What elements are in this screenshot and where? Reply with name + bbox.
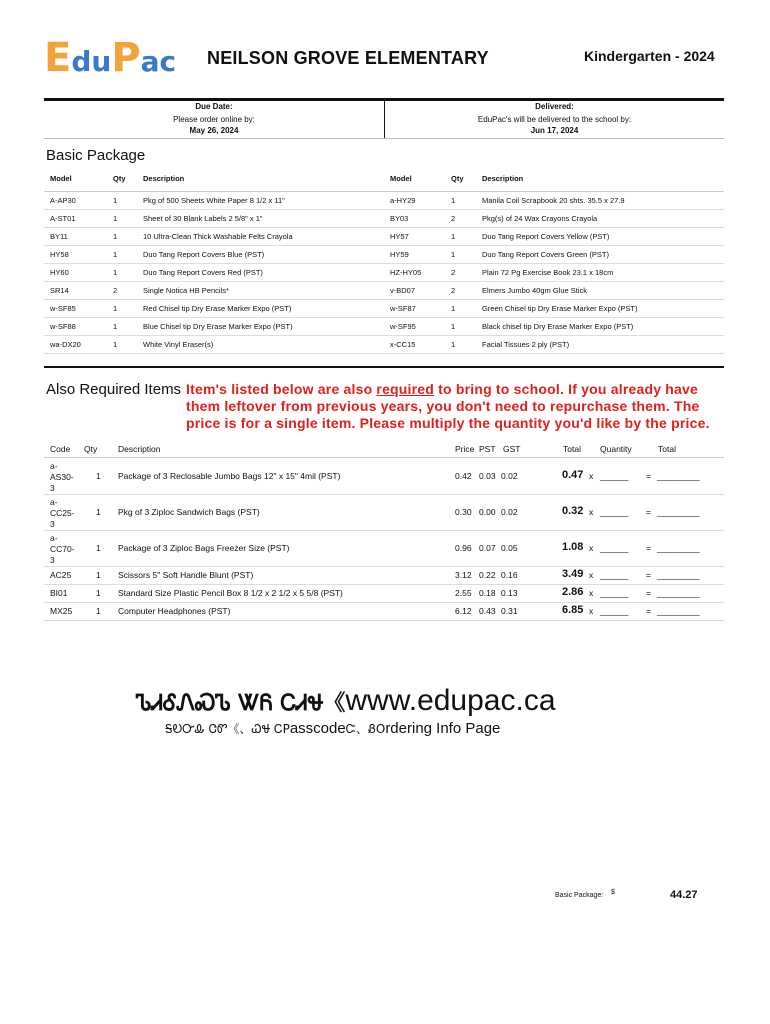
total-blank[interactable]: _________ — [657, 543, 700, 553]
also-table-row — [44, 584, 724, 603]
also-header-pst: PST — [479, 444, 496, 454]
equals-sign: = — [646, 588, 651, 598]
basic-qty-2: 1 — [451, 196, 456, 205]
due-date-line1: Please order online by: — [173, 115, 255, 124]
grade-year: Kindergarten - 2024 — [584, 48, 715, 64]
basic-description-2: Manila Coil Scrapbook 20 shts. 35.5 x 27.9 — [482, 196, 625, 205]
basic-description: White Vinyl Eraser(s) — [143, 340, 214, 349]
basic-table-row — [44, 281, 724, 300]
basic-model-2: HY59 — [390, 250, 409, 259]
basic-qty-2: 1 — [451, 322, 456, 331]
also-code: a- CC70- 3 — [50, 533, 75, 565]
also-item-total: 0.47 — [562, 469, 584, 481]
equals-sign: = — [646, 606, 651, 616]
delivered-value: Jun 17, 2024 — [530, 126, 579, 135]
also-gst: 0.31 — [501, 606, 518, 616]
also-description: Package of 3 Reclosable Jumbo Bags 12" x 15" 4mil (PST) — [118, 471, 341, 481]
also-table-row — [44, 530, 724, 567]
also-price: 0.42 — [455, 471, 472, 481]
header-bottom-rule — [44, 138, 724, 139]
delivered-title: Delivered: — [535, 102, 574, 111]
equals-sign: = — [646, 471, 651, 481]
basic-model: BY11 — [50, 232, 68, 241]
also-qty: 1 — [96, 543, 101, 553]
also-header-price: Price — [455, 444, 475, 454]
also-code: a- AS30- 3 — [50, 461, 74, 493]
basic-header-description: Description — [143, 174, 185, 183]
also-item-total: 6.85 — [562, 604, 584, 616]
basic-model: HY60 — [50, 268, 69, 277]
basic-qty-2: 2 — [451, 214, 456, 223]
also-description: Computer Headphones (PST) — [118, 606, 231, 616]
also-code: a- CC25- 3 — [50, 497, 75, 529]
multiply-sign: x — [589, 543, 594, 553]
total-blank[interactable]: _________ — [657, 588, 700, 598]
also-gst: 0.02 — [501, 507, 518, 517]
basic-qty-2: 1 — [451, 304, 456, 313]
quantity-blank[interactable]: ______ — [600, 570, 629, 580]
also-code: AC25 — [50, 570, 72, 580]
also-header-qty: Qty — [84, 444, 98, 454]
also-pst: 0.22 — [479, 570, 496, 580]
basic-description: Single Notica HB Pencils* — [143, 286, 229, 295]
also-description: Scissors 5" Soft Handle Blunt (PST) — [118, 570, 254, 580]
basic-qty: 1 — [113, 322, 118, 331]
logo-letter-p: P — [111, 35, 141, 81]
basic-description: Duo Tang Report Covers Blue (PST) — [143, 250, 265, 259]
equals-sign: = — [646, 570, 651, 580]
multiply-sign: x — [589, 507, 594, 517]
notice-required-word: required — [376, 381, 435, 397]
equals-sign: = — [646, 543, 651, 553]
basic-qty: 1 — [113, 232, 118, 241]
basic-description-2: Duo Tang Report Covers Yellow (PST) — [482, 232, 610, 241]
basic-model: wa-DX20 — [50, 340, 81, 349]
also-gst: 0.13 — [501, 588, 518, 598]
basic-description: Duo Tang Report Covers Red (PST) — [143, 268, 263, 277]
edupac-logo — [44, 35, 177, 81]
quantity-blank[interactable]: ______ — [600, 507, 629, 517]
basic-model-2: HY57 — [390, 232, 409, 241]
basic-qty-2: 2 — [451, 286, 456, 295]
basic-header-description-2: Description — [482, 174, 524, 183]
basic-model-2: HZ-HY05 — [390, 268, 422, 277]
logo-letter-e: E — [44, 35, 72, 81]
multiply-sign: x — [589, 588, 594, 598]
also-qty: 1 — [96, 606, 101, 616]
equals-sign: = — [646, 507, 651, 517]
school-name: NEILSON GROVE ELEMENTARY — [207, 48, 489, 68]
logo-letters-du: du — [71, 45, 112, 78]
notice-part-b: to bring to school. If you already have — [434, 381, 698, 397]
due-date-title: Due Date: — [195, 102, 233, 111]
also-table-row — [44, 458, 724, 495]
also-description: Standard Size Plastic Pencil Box 8 1/2 x 2 1/2 x 5 5/8 (PST) — [118, 588, 343, 598]
quantity-blank[interactable]: ______ — [600, 543, 629, 553]
basic-description-2: Elmers Jumbo 40gm Glue Stick — [482, 286, 588, 295]
basic-model-2: BY03 — [390, 214, 409, 223]
also-price: 2.55 — [455, 588, 472, 598]
also-table-row — [44, 602, 724, 621]
also-gst: 0.16 — [501, 570, 518, 580]
basic-qty: 1 — [113, 304, 118, 313]
required-notice — [186, 381, 731, 432]
basic-model-2: w-SF95 — [390, 322, 416, 331]
basic-table-row — [44, 191, 724, 210]
also-qty: 1 — [96, 570, 101, 580]
also-header-code: Code — [50, 444, 71, 454]
also-header-description: Description — [118, 444, 161, 454]
also-gst: 0.05 — [501, 543, 518, 553]
quantity-blank[interactable]: ______ — [600, 588, 629, 598]
also-pst: 0.18 — [479, 588, 496, 598]
ordering-url[interactable]: www.edupac.ca — [345, 684, 556, 717]
also-item-total: 1.08 — [562, 541, 584, 553]
also-pst: 0.00 — [479, 507, 496, 517]
logo-letters-ac: ac — [140, 45, 177, 78]
also-qty: 1 — [96, 507, 101, 517]
also-code: BI01 — [50, 588, 68, 598]
multiply-sign: x — [589, 606, 594, 616]
passcode-word: asscode — [289, 720, 346, 737]
basic-table-row — [44, 299, 724, 318]
passcode-mid: Ꮸ、ᏰO — [345, 722, 386, 736]
basic-model-2: w-SF87 — [390, 304, 416, 313]
ordering-url-prefix: ᏖᏗᎴᏁᏍᏖ ᏔᏲ ᏟᏗᏠ《 — [136, 691, 346, 716]
basic-description: Red Chisel tip Dry Erase Marker Expo (PST) — [143, 304, 292, 313]
also-price: 0.30 — [455, 507, 472, 517]
basic-description-2: Facial Tissues 2 ply (PST) — [482, 340, 570, 349]
basic-qty: 1 — [113, 250, 118, 259]
basic-description-2: Pkg(s) of 24 Wax Crayons Crayola — [482, 214, 598, 223]
basic-description: Sheet of 30 Blank Labels 2 5/8" x 1" — [143, 214, 263, 223]
basic-table-row — [44, 209, 724, 228]
basic-model: w-SF88 — [50, 322, 76, 331]
also-required-title: Also Required Items — [46, 381, 182, 398]
also-item-total: 0.32 — [562, 505, 584, 517]
basic-description: 10 Ultra-Clean Thick Washable Felts Crayola — [143, 232, 293, 241]
delivered-line1: EduPac's will be delivered to the school by: — [477, 115, 632, 124]
basic-model: A-ST01 — [50, 214, 76, 223]
total-blank[interactable]: _________ — [657, 606, 700, 616]
footer-basic-package-total: 44.27 — [670, 889, 698, 901]
also-item-total: 2.86 — [562, 586, 584, 598]
basic-model: w-SF85 — [50, 304, 76, 313]
basic-description: Pkg of 500 Sheets White Paper 8 1/2 x 11" — [143, 196, 285, 205]
also-gst: 0.02 — [501, 471, 518, 481]
basic-table-row — [44, 227, 724, 246]
multiply-sign: x — [589, 570, 594, 580]
also-description: Package of 3 Ziploc Bags Freezer Size (PST) — [118, 543, 290, 553]
also-item-total: 3.49 — [562, 568, 584, 580]
basic-qty-2: 2 — [451, 268, 456, 277]
also-header-total: Total — [563, 444, 581, 454]
also-pst: 0.43 — [479, 606, 496, 616]
also-header-quantity: Quantity — [600, 444, 632, 454]
basic-qty-2: 1 — [451, 250, 456, 259]
basic-qty: 1 — [113, 196, 118, 205]
also-price: 6.12 — [455, 606, 472, 616]
also-description: Pkg of 3 Ziploc Sandwich Bags (PST) — [118, 507, 260, 517]
notice-line-2: them leftover from previous years, you don't need to repurchase them. The — [186, 398, 700, 414]
basic-header-model-2: Model — [390, 174, 412, 183]
also-price: 3.12 — [455, 570, 472, 580]
total-blank[interactable]: _________ — [657, 507, 700, 517]
also-header-gst: GST — [503, 444, 521, 454]
basic-model-2: v-BD07 — [390, 286, 416, 295]
ordering-info-text: rdering Info Page — [385, 720, 501, 737]
delivered-block — [385, 101, 724, 136]
basic-model-2: x-CC15 — [390, 340, 416, 349]
also-pst: 0.07 — [479, 543, 496, 553]
basic-description-2: Plain 72 Pg Exercise Book 23.1 x 18cm — [482, 268, 614, 277]
basic-header-qty: Qty — [113, 174, 126, 183]
also-table-row — [44, 494, 724, 531]
basic-table-row — [44, 317, 724, 336]
basic-model: HY58 — [50, 250, 69, 259]
also-qty: 1 — [96, 588, 101, 598]
also-table-row — [44, 566, 724, 585]
basic-bottom-rule — [44, 366, 724, 368]
due-date-block — [44, 101, 384, 136]
basic-table-row — [44, 263, 724, 282]
basic-description-2: Green Chisel tip Dry Erase Marker Expo (PST) — [482, 304, 638, 313]
basic-model-2: a-HY29 — [390, 196, 416, 205]
also-code: MX25 — [50, 606, 73, 616]
basic-header-model: Model — [50, 174, 72, 183]
basic-qty: 1 — [113, 268, 118, 277]
also-price: 0.96 — [455, 543, 472, 553]
also-qty: 1 — [96, 471, 101, 481]
basic-qty-2: 1 — [451, 340, 456, 349]
notice-part-a: Item's listed below are also — [186, 381, 377, 397]
ordering-url-line — [136, 684, 556, 718]
basic-description-2: Black chisel tip Dry Erase Marker Expo (PST) — [482, 322, 634, 331]
notice-line-3: price is for a single item. Please multiply the quantity you'd like by the price. — [186, 415, 710, 431]
multiply-sign: x — [589, 471, 594, 481]
passcode-prefix: ᎦᎧᏅᎲ ᏣᏛ《、ᏇᏠ ᏟP — [165, 722, 290, 736]
basic-table-row — [44, 335, 724, 354]
basic-model: A-AP30 — [50, 196, 76, 205]
basic-table-row — [44, 245, 724, 264]
due-date-value: May 26, 2024 — [189, 126, 239, 135]
basic-description: Blue Chisel tip Dry Erase Marker Expo (PST) — [143, 322, 293, 331]
basic-qty: 2 — [113, 286, 118, 295]
basic-package-title: Basic Package — [46, 147, 146, 164]
basic-header-qty-2: Qty — [451, 174, 464, 183]
quantity-blank[interactable]: ______ — [600, 606, 629, 616]
basic-model: SR14 — [50, 286, 69, 295]
quantity-blank[interactable]: ______ — [600, 471, 629, 481]
footer-basic-package-label: Basic Package: — [555, 892, 604, 899]
footer-currency: $ — [611, 889, 615, 896]
basic-description-2: Duo Tang Report Covers Green (PST) — [482, 250, 609, 259]
total-blank[interactable]: _________ — [657, 570, 700, 580]
basic-qty: 1 — [113, 214, 118, 223]
basic-qty-2: 1 — [451, 232, 456, 241]
basic-qty: 1 — [113, 340, 118, 349]
total-blank[interactable]: _________ — [657, 471, 700, 481]
also-header-total-2: Total — [658, 444, 676, 454]
also-pst: 0.03 — [479, 471, 496, 481]
passcode-line — [165, 720, 500, 737]
